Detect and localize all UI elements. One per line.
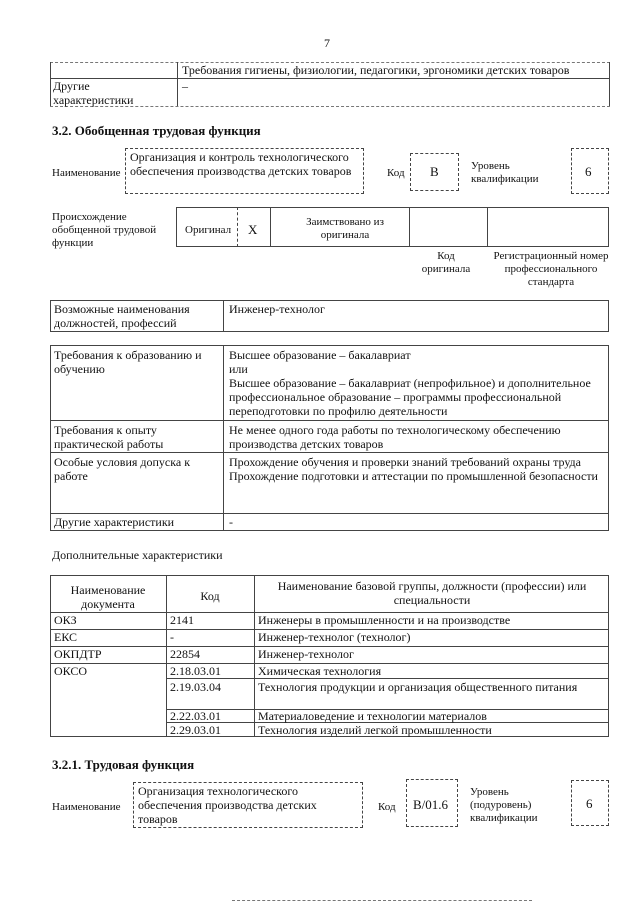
admission-label: Особые условия допуска к работе — [54, 455, 191, 483]
education-label: Требования к образованию и обучению — [54, 348, 202, 376]
admission-value: Прохождение обучения и проверки знаний требований охраны труда Прохождение подготовки и аттестации по промышленной безопасности — [229, 455, 598, 483]
table-cell: 2141 — [170, 613, 194, 627]
subsection-title: 3.2.1. Трудовая функция — [52, 757, 195, 772]
additional-title: Дополнительные характеристики — [52, 548, 223, 562]
table-cell: 2.18.03.01 — [170, 664, 221, 678]
origin-label: Происхождение обобщенной трудовой функции — [52, 211, 157, 249]
name-label: Наименование — [52, 167, 121, 179]
table-cell: ЕКС — [54, 630, 78, 644]
tf-name-value: Организация технологического обеспечения производства детских товаров — [138, 784, 317, 826]
header-name: Наименование базовой группы, должности (профессии) или специальности — [277, 579, 587, 607]
original-mark: X — [248, 222, 258, 237]
table-cell: 2.22.03.01 — [170, 709, 221, 723]
page-number: 7 — [324, 36, 330, 50]
tf-level-label: Уровень (подуровень) квалификации — [470, 786, 538, 824]
header-doc: Наименование документа — [70, 583, 146, 611]
other-characteristics-label: Другие характеристики — [53, 79, 134, 107]
original-label: Оригинал — [185, 224, 232, 236]
code-label: Код — [387, 167, 405, 179]
table-cell: Инженер-технолог — [258, 647, 354, 661]
other-characteristics-value: – — [182, 79, 188, 93]
table-cell: Материаловедение и технологии материалов — [258, 709, 487, 723]
borrowed-label: Заимствовано из оригинала — [306, 216, 384, 241]
requirement-text: Требования гигиены, физиологии, педагогики, эргономики детских товаров — [182, 63, 570, 77]
table-cell: 2.29.03.01 — [170, 723, 221, 737]
table-cell: ОКПДТР — [54, 647, 102, 661]
level-label: Уровень квалификации — [471, 160, 539, 185]
table-cell: 22854 — [170, 647, 200, 661]
table-cell: Технология изделий легкой промышленности — [258, 723, 492, 737]
reg-number-label: Регистрационный номер профессионального стандарта — [493, 250, 609, 288]
table-cell: - — [170, 630, 174, 644]
tf-level-value: 6 — [586, 796, 593, 811]
experience-value: Не менее одного года работы по технологическому обеспечению производства детских товаров — [229, 423, 561, 451]
positions-value: Инженер-технолог — [229, 302, 325, 316]
header-code: Код — [200, 589, 220, 603]
tf-code-value: B/01.6 — [413, 797, 449, 812]
education-value: Высшее образование – бакалавриат или Высшее образование – бакалавриат (непрофильное) и дополнительное профессиональное образование – программы профессиональной переподготовки по профилю деятельности — [229, 348, 591, 418]
table-cell: Инженер-технолог (технолог) — [258, 630, 411, 644]
section-title: 3.2. Обобщенная трудовая функция — [52, 123, 261, 138]
other-label: Другие характеристики — [54, 515, 175, 529]
code-value: B — [430, 164, 439, 179]
tf-code-label: Код — [378, 801, 396, 813]
other-value: - — [229, 515, 233, 529]
function-name: Организация и контроль технологического обеспечения производства детских товаров — [130, 150, 352, 178]
table-cell: ОКСО — [54, 664, 88, 678]
table-cell: Технология продукции и организация общественного питания — [258, 680, 578, 694]
table-cell: ОКЗ — [54, 613, 77, 627]
tf-name-label: Наименование — [52, 801, 121, 813]
table-cell: Инженеры в промышленности и на производстве — [258, 613, 511, 627]
level-value: 6 — [585, 164, 592, 179]
positions-label: Возможные наименования должностей, профессий — [54, 302, 190, 330]
experience-label: Требования к опыту практической работы — [54, 423, 164, 451]
code-original-label: Код оригинала — [421, 250, 471, 275]
table-cell: 2.19.03.04 — [170, 680, 221, 694]
table-cell: Химическая технология — [258, 664, 382, 678]
